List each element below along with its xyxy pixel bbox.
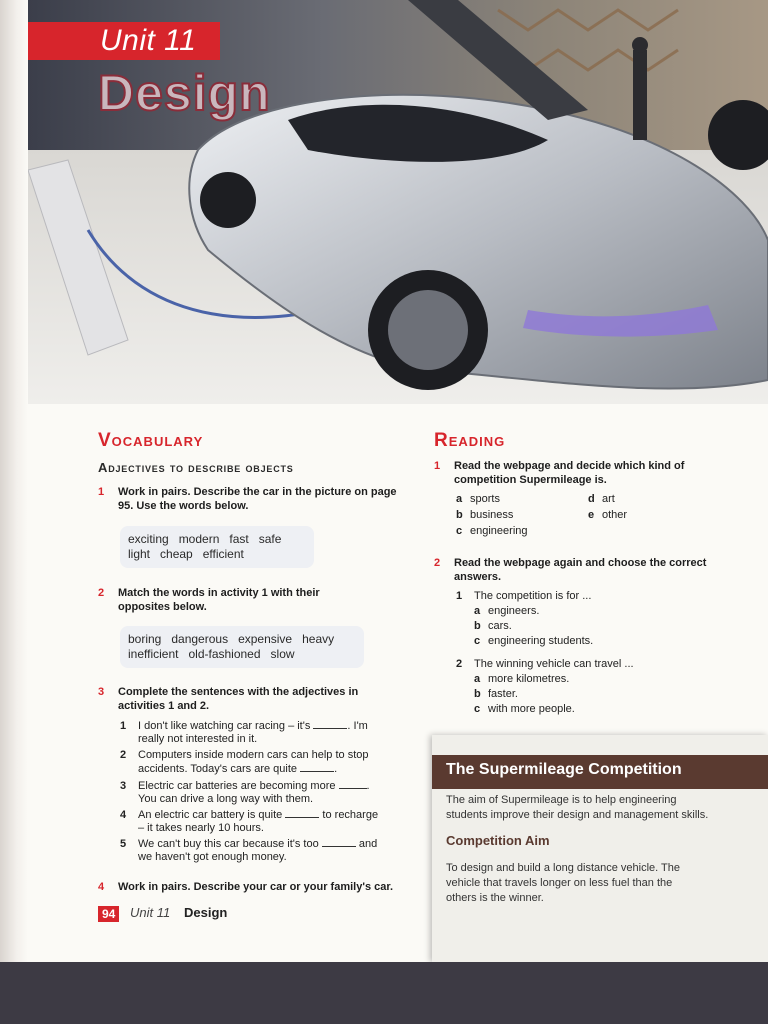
competition-aim-heading: Competition Aim bbox=[446, 833, 550, 848]
sentence-1: 1 I don't like watching car racing – it's . I'm really not interested in it. bbox=[120, 720, 368, 745]
sentence-4: 4 An electric car battery is quite to recharge – it takes nearly 10 hours. bbox=[120, 809, 379, 834]
option-a: a sports bbox=[456, 493, 500, 505]
option-d: d art bbox=[588, 493, 615, 505]
reading-heading: Reading bbox=[434, 430, 506, 451]
page-number: 94 bbox=[98, 906, 119, 922]
competition-aim-text: To design and build a long distance vehicle. The vehicle that travels longer on less fuel than the others is the winner. bbox=[446, 862, 681, 904]
word-box-1: exciting modern fast safe light cheap efficient bbox=[120, 526, 314, 568]
unit-label: Unit 11 bbox=[100, 24, 197, 57]
word-box-2: boring dangerous expensive heavy inefficient old-fashioned slow bbox=[120, 626, 364, 668]
vocabulary-subheading: Adjectives to describe objects bbox=[98, 460, 294, 475]
panel-title: The Supermileage Competition bbox=[446, 761, 682, 778]
option-b: b business bbox=[456, 509, 514, 521]
sentence-3: 3 Electric car batteries are becoming more . You can drive a long way with them. bbox=[120, 780, 370, 805]
footer-title: Design bbox=[184, 905, 228, 920]
reading-task-1: 1 Read the webpage and decide which kind of competition Supermileage is. bbox=[434, 460, 685, 486]
question-1: 1 The competition is for ... a engineers. b cars. c engineering students. bbox=[456, 590, 594, 647]
page-spine bbox=[0, 0, 28, 962]
panel-intro: The aim of Supermileage is to help engineering students improve their design and management skills. bbox=[446, 794, 709, 821]
option-e: e other bbox=[588, 509, 628, 521]
vocab-task-1: 1 Work in pairs. Describe the car in the picture on page 95. Use the words below. bbox=[98, 486, 397, 512]
reading-task-2: 2 Read the webpage again and choose the correct answers. bbox=[434, 557, 707, 583]
sentence-5: 5 We can't buy this car because it's too and we haven't got enough money. bbox=[120, 838, 378, 863]
option-c: c engineering bbox=[456, 525, 528, 537]
vocab-task-2: 2 Match the words in activity 1 with their opposites below. bbox=[98, 587, 320, 613]
unit-title: Design bbox=[98, 65, 271, 121]
car-photo bbox=[28, 0, 768, 404]
car-illustration bbox=[28, 0, 768, 404]
question-2: 2 The winning vehicle can travel ... a more kilometres. b faster. c with more people. bbox=[456, 658, 634, 715]
supermileage-panel bbox=[432, 735, 768, 962]
footer-unit: Unit 11 bbox=[130, 905, 171, 920]
vocab-task-3: 3 Complete the sentences with the adjectives in activities 1 and 2. bbox=[98, 686, 359, 712]
vocabulary-heading: Vocabulary bbox=[98, 430, 204, 451]
sentence-2: 2 Computers inside modern cars can help to stop accidents. Today's cars are quite . bbox=[120, 749, 369, 775]
vocab-task-4: 4 Work in pairs. Describe your car or your family's car. bbox=[98, 881, 394, 893]
